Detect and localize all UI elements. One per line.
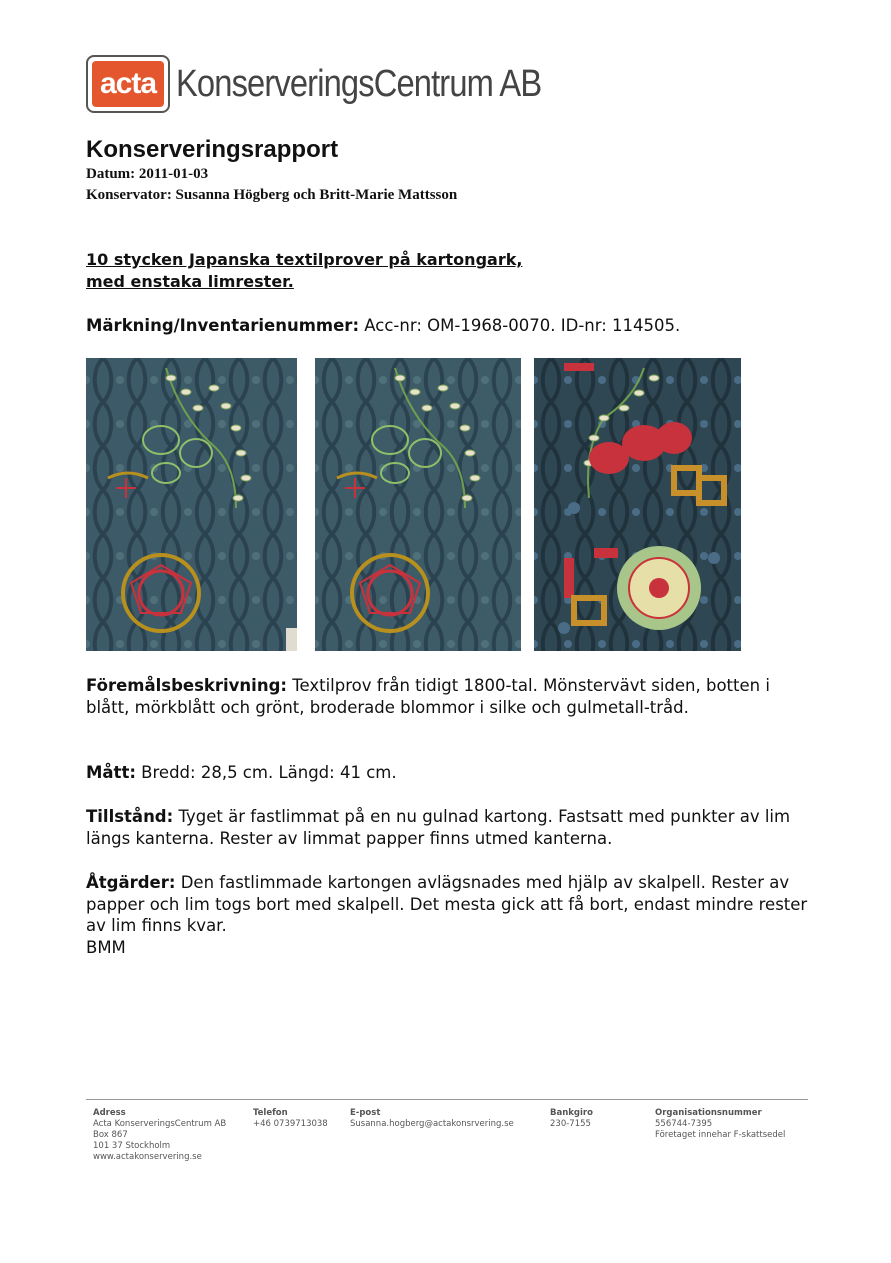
actions-paragraph [86,872,816,958]
footer-phone-heading: Telefon [253,1108,288,1118]
company-logo [86,54,601,114]
footer-bankgiro-heading: Bankgiro [550,1108,593,1118]
actions-value: Den fastlimmade kartongen avlägsnades med hjälp av skalpell. Rester av papper och lim togs bort med skalpell. Det mesta gick att få bort, endast mindre rester av lim finns kvar. [86,873,808,935]
footer-address-line: Acta KonserveringsCentrum AB [93,1119,227,1129]
footer-email-heading: E-post [350,1108,381,1118]
logo-company-name: KonserveringsCentrum AB [176,62,542,105]
textile-photo-3 [534,358,741,651]
footer-bankgiro-value: 230-7155 [550,1119,591,1129]
report-conservator: Konservator: Susanna Högberg och Britt-Marie Mattsson [86,187,458,203]
footer-org-note: Företaget innehar F-skattsedel [655,1130,786,1140]
footer-bankgiro [550,1108,593,1130]
condition-paragraph [86,806,816,849]
footer-org [655,1108,785,1141]
footer-email-value: Susanna.hogberg@actakonsrvering.se [350,1119,514,1129]
footer-address-heading: Adress [93,1108,126,1118]
condition-label: Tillstånd: [86,807,174,826]
description-paragraph [86,675,816,718]
object-heading-line1: 10 stycken Japanska textilprover på kartongark, [86,250,523,269]
footer-email [350,1108,514,1130]
report-title: Konserveringsrapport [86,136,339,163]
footer-org-heading: Organisationsnummer [655,1108,762,1118]
footer-org-value: 556744-7395 [655,1119,713,1129]
textile-photo-2 [315,358,521,651]
footer-website: www.actakonservering.se [93,1152,202,1162]
measure-paragraph [86,762,816,784]
footer-phone-value: +46 0739713038 [253,1119,328,1129]
marking-label: Märkning/Inventarienummer: [86,316,360,335]
measure-value: Bredd: 28,5 cm. Längd: 41 cm. [135,763,397,782]
description-value: Textilprov från tidigt 1800-tal. Mönstervävt siden, botten i blått, mörkblått och grönt, broderade blommor i silke och gulmetall-tråd. [86,676,770,717]
footer-phone [253,1108,328,1130]
marking-paragraph [86,315,816,337]
signature: BMM [86,937,126,957]
measure-label: Mått: [86,763,136,782]
footer-address-line: Box 867 [93,1130,128,1140]
footer-address-line: 101 37 Stockholm [93,1141,171,1151]
report-date: Datum: 2011-01-03 [86,166,209,182]
marking-value: Acc-nr: OM-1968-0070. ID-nr: 114505. [359,316,681,335]
footer-divider [86,1099,808,1100]
condition-value: Tyget är fastlimmat på en nu gulnad kartong. Fastsatt med punkter av lim längs kanterna. Rester av limmat papper finns utmed kanterna. [86,807,791,848]
description-label: Föremålsbeskrivning: [86,676,287,695]
actions-label: Åtgärder: [86,873,176,892]
textile-photo-1 [86,358,297,651]
logo-mark-box [86,55,170,113]
object-heading-line2: med enstaka limrester. [86,272,294,291]
object-heading [86,249,522,293]
footer-address [93,1108,226,1163]
logo-mark: acta [92,61,164,107]
